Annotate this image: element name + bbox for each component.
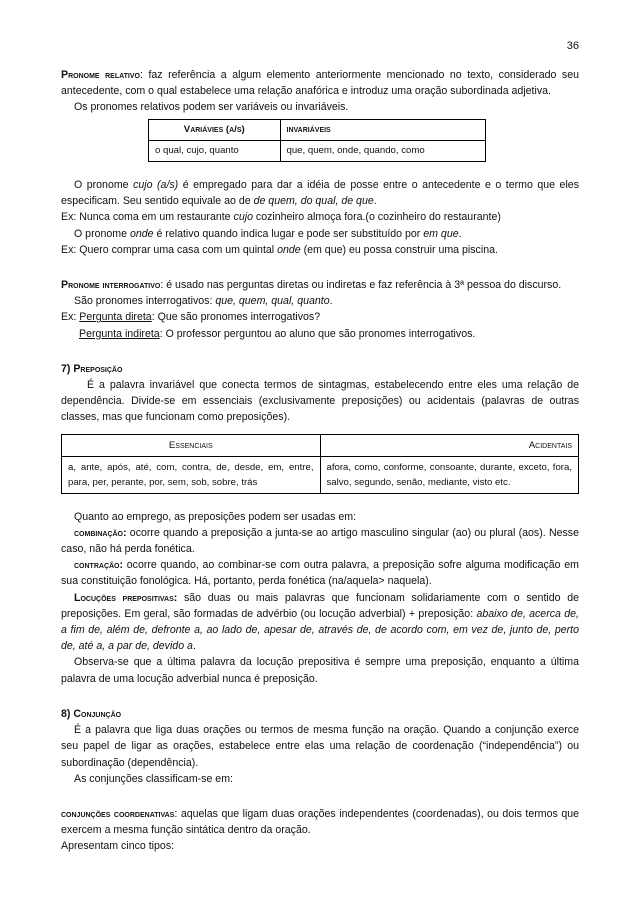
observa-paragraph: Observa-se que a última palavra da locução prepositiva é sempre uma preposição, enquanto a última palavra de uma locução adverbial nunca é preposição. xyxy=(61,656,579,685)
combinacao-paragraph: combinação: ocorre quando a preposição a junta-se ao artigo masculino singular (ao) ou plural (aos). Nesse caso, não há perda fonética. xyxy=(61,526,579,556)
relativo-table-header-invariaveis: invariáveis xyxy=(280,119,485,140)
relativo-intro: Os pronomes relativos podem ser variáveis ou invariáveis. xyxy=(74,101,349,114)
locucoes-paragraph: Locuções prepositivas: são duas ou mais palavras que funcionam solidariamente com o sentido de preposições. Em geral, são formadas de advérbio (ou locução adverbial) + preposição: abaixo de, acerca de, a fim de, além de, defronte a, ao lado de, apesar de, através de, de acordo com, em vez de, junto de, perto de, até a, a par de, devido a. xyxy=(61,591,579,653)
cujo-paragraph: O pronome cujo (a/s) é empregado para dar a idéia de posse entre o antecedente e o termo que eles especificam. Seu sentido equivale ao de de quem, do qual, de que. xyxy=(61,179,579,208)
example-pergunta-indireta: Pergunta indireta: O professor perguntou ao aluno que são pronomes interrogativos. xyxy=(79,327,476,340)
preposicao-table-header-acidentais: Acidentais xyxy=(320,434,579,456)
example-onde: Ex: Quero comprar uma casa com um quintal onde (em que) eu possa construir uma piscina. xyxy=(61,243,498,256)
spacer xyxy=(61,162,579,177)
conjuncao-definition: É a palavra que liga duas orações ou termos de mesma função na oração. Quando a conjunção exerce seu papel de ligar as orações, estabelece entre elas uma relação de coordenação (“independência”) ou subordinação (dependência). xyxy=(61,724,579,769)
conjuncao-classificam: As conjunções classificam-se em: xyxy=(74,772,233,785)
interrogativo-definition: Pronome interrogativo: é usado nas perguntas diretas ou indiretas e faz referência à 3ª pessoa do discurso. xyxy=(61,279,562,292)
section-heading-conjuncao: 8) Conjunção xyxy=(61,707,122,720)
relativo-definition: Pronome relativo: faz referência a algum elemento anteriormente mencionado no texto, considerado seu antecedente, com o qual estabelece uma relação anafórica e introduz uma oração subordinada adjetiva. xyxy=(61,69,579,98)
coordenativas-paragraph: conjunções coordenativas: aquelas que ligam duas orações independentes (coordenadas), ou dois termos que exercem a mesma função sintática dentro da oração. xyxy=(61,807,579,837)
relativo-table-cell-invariaveis: que, quem, onde, quando, como xyxy=(280,140,485,161)
contracao-paragraph: contração: ocorre quando, ao combinar-se com outra palavra, a preposição sofre alguma modificação em sua constituição fonológica. Há, portanto, perda fonética (na/aquela> naquela). xyxy=(61,559,579,588)
spacer xyxy=(61,687,579,706)
page-number: 36 xyxy=(566,40,579,52)
preposicao-emprego: Quanto ao emprego, as preposições podem ser usadas em: xyxy=(74,510,357,523)
preposicao-definition: É a palavra invariável que conecta termos de sintagmas, estabelecendo entre eles uma relação de dependência. Divide-se em essenciais (exclusivamente preposições) ou acidentais (palavras de outras classes, mas que funcionam como preposições). xyxy=(61,379,579,424)
relativo-table xyxy=(148,119,486,162)
interrogativo-term: Pronome interrogativo xyxy=(61,279,161,292)
interrogativo-list: São pronomes interrogativos: que, quem, qual, quanto. xyxy=(74,295,333,308)
preposicao-table-header-essenciais: Essenciais xyxy=(62,434,321,456)
page-content xyxy=(61,67,579,855)
example-pergunta-direta: Ex: Pergunta direta: Que são pronomes interrogativos? xyxy=(61,311,321,324)
relativo-table-header-variaveis: Variávies (a/s) xyxy=(149,119,281,140)
spacer xyxy=(61,342,579,361)
conjuncao-tipos: Apresentam cinco tipos: xyxy=(61,840,175,853)
spacer xyxy=(61,787,579,806)
relativo-table-cell-variaveis: o qual, cujo, quanto xyxy=(149,140,281,161)
example-cujo: Ex: Nunca coma em um restaurante cujo cozinheiro almoça fora.(o cozinheiro do restaurante) xyxy=(61,211,501,224)
spacer xyxy=(61,258,579,277)
preposicao-table-cell-essenciais: a, ante, após, até, com, contra, de, desde, em, entre, para, per, perante, por, sem, sob, sobre, trás xyxy=(62,456,321,493)
preposicao-table-cell-acidentais: afora, como, conforme, consoante, durante, exceto, fora, salvo, segundo, senão, mediante, visto etc. xyxy=(320,456,579,493)
preposicao-table xyxy=(61,434,579,494)
section-heading-preposicao: 7) Preposição xyxy=(61,362,123,375)
onde-paragraph: O pronome onde é relativo quando indica lugar e pode ser substituído por em que. xyxy=(74,227,462,240)
relativo-term: Pronome relativo xyxy=(61,69,140,81)
spacer xyxy=(61,494,579,509)
